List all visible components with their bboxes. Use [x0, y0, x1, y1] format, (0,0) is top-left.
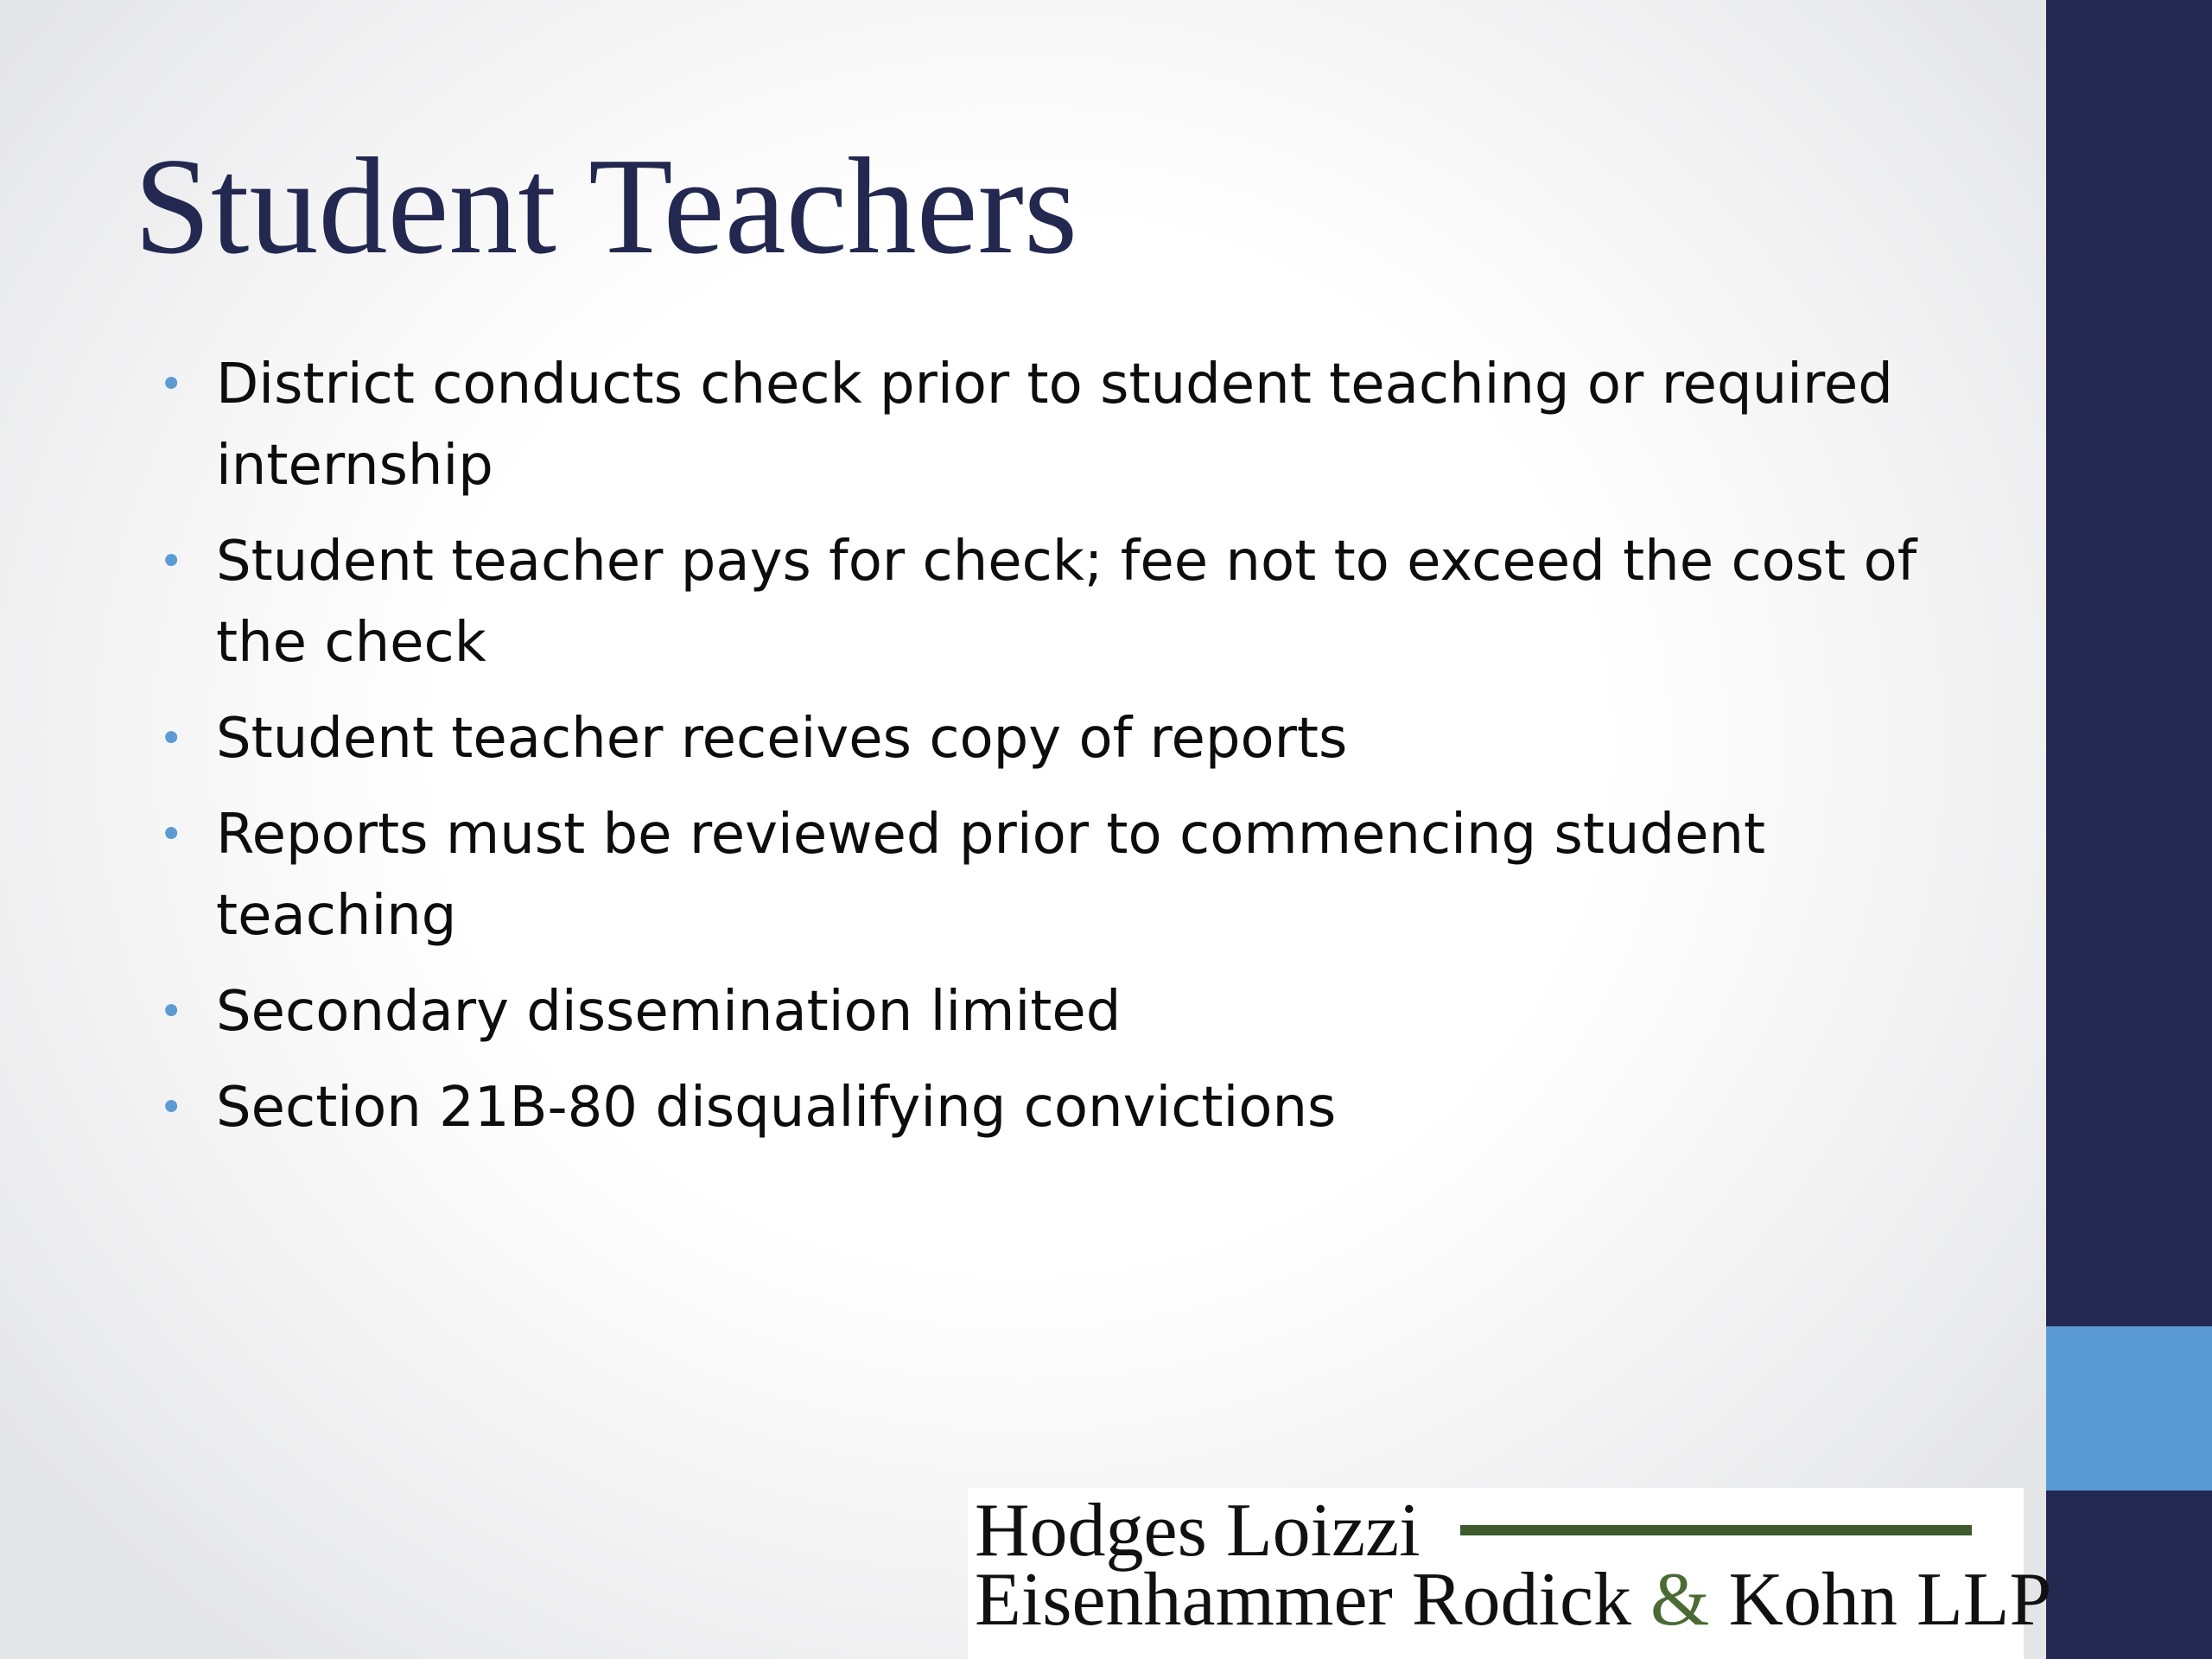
bullet-dot-icon: •	[159, 537, 184, 586]
logo-rule-decoration	[1460, 1525, 1972, 1535]
bullet-item	[156, 344, 1936, 506]
bullet-dot-icon: •	[159, 988, 184, 1036]
bullet-text: District conducts check prior to student teaching or required internship	[216, 353, 1893, 498]
bullet-text: Section 21B-80 disqualifying convictions	[216, 1076, 1337, 1140]
bullet-text: Student teacher pays for check; fee not to exceed the cost of the check	[216, 530, 1917, 675]
bullet-list	[156, 344, 1936, 1163]
bullet-item	[156, 794, 1936, 957]
slide-title: Student Teachers	[134, 129, 1078, 283]
logo-line-2-end: Kohn LLP	[1709, 1558, 2052, 1642]
logo-line-2	[975, 1557, 2051, 1643]
bullet-dot-icon: •	[159, 715, 184, 763]
logo-line-1: Hodges Loizzi	[975, 1489, 1421, 1573]
logo-ampersand: &	[1650, 1558, 1710, 1642]
bullet-item	[156, 971, 1936, 1052]
side-accent-decoration	[2046, 1326, 2212, 1491]
bullet-text: Student teacher receives copy of reports	[216, 707, 1348, 771]
bullet-dot-icon: •	[159, 810, 184, 859]
bullet-dot-icon: •	[159, 360, 184, 409]
bullet-dot-icon: •	[159, 1084, 184, 1132]
bullet-text: Reports must be reviewed prior to commencing student teaching	[216, 803, 1766, 948]
firm-logo	[968, 1488, 2052, 1659]
logo-line-2-start: Eisenhammer Rodick	[975, 1558, 1651, 1642]
bullet-item	[156, 521, 1936, 683]
bullet-item	[156, 1067, 1936, 1148]
bullet-text: Secondary dissemination limited	[216, 980, 1122, 1044]
bullet-item	[156, 698, 1936, 779]
